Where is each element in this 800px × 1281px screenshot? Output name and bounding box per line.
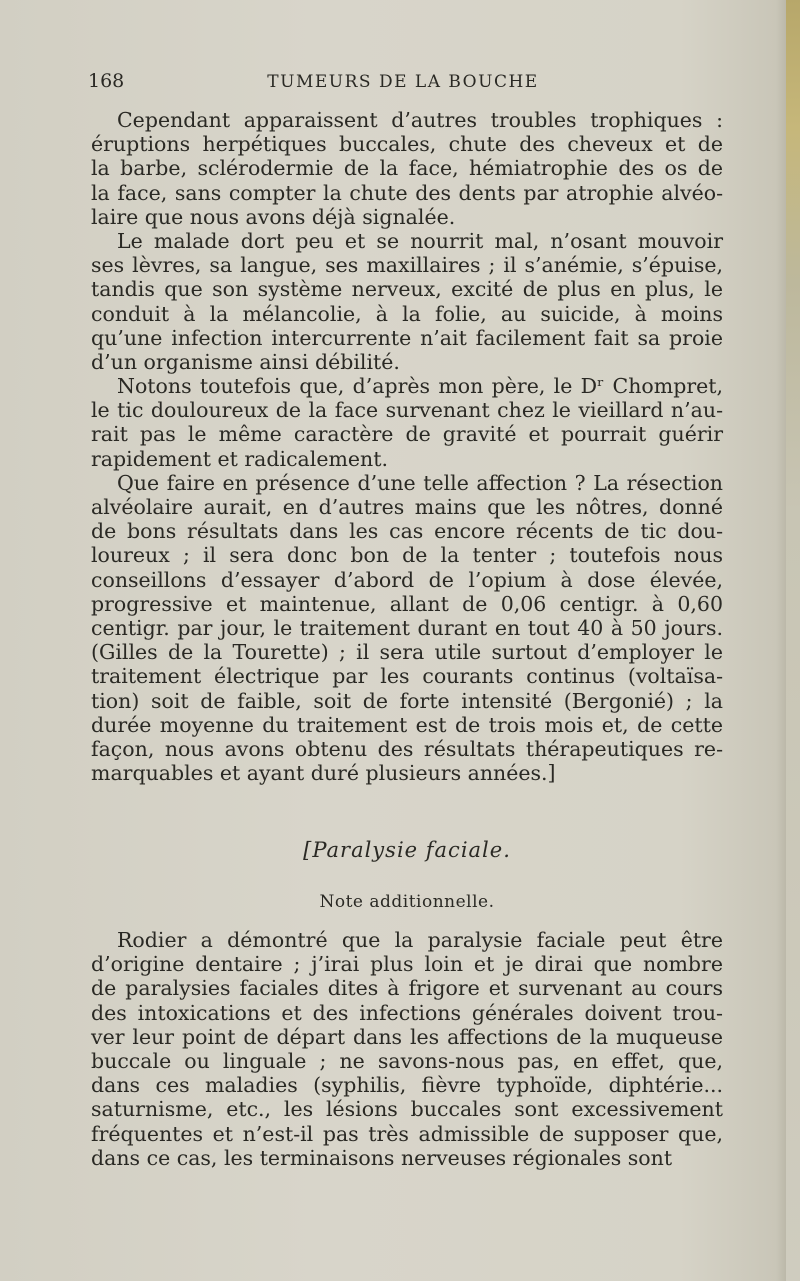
paragraph bbox=[91, 928, 723, 1170]
text-line: Rodier a démontré que la paralysie faciale peut être bbox=[117, 928, 723, 952]
text-line: d’origine dentaire ; j’irai plus loin et je dirai que nombre bbox=[91, 952, 723, 977]
text-line: (Gilles de la Tourette) ; il sera utile surtout d’employer le bbox=[91, 640, 723, 665]
paragraph bbox=[91, 374, 723, 471]
text-line: Le malade dort peu et se nourrit mal, n’osant mouvoir bbox=[117, 228, 723, 253]
text-line: éruptions herpétiques buccales, chute des cheveux et de bbox=[91, 132, 723, 157]
text-line: ses lèvres, sa langue, ses maxillaires ; il s’anémie, s’épuise, bbox=[91, 253, 723, 278]
text-line: d’un organisme ainsi débilité. bbox=[91, 349, 400, 374]
section-title: [Paralysie faciale. bbox=[303, 838, 511, 862]
text-line: façon, nous avons obtenu des résultats thérapeutiques re- bbox=[91, 736, 723, 761]
text-line: Cependant apparaissent d’autres troubles trophiques : bbox=[117, 108, 723, 132]
text-line: fréquentes et n’est-il pas très admissible de supposer que, bbox=[91, 1121, 723, 1146]
text-line: des intoxications et des infections générales doivent trou- bbox=[91, 1000, 723, 1025]
paragraph bbox=[91, 229, 723, 374]
text-line: dans ce cas, les terminaisons nerveuses régionales sont bbox=[91, 1145, 673, 1170]
text-line: rait pas le même caractère de gravité et pourrait guérir bbox=[91, 422, 723, 447]
text-line: conseillons d’essayer d’abord de l’opium à dose élevée, bbox=[91, 567, 723, 592]
text-line: alvéolaire aurait, en d’autres mains que les nôtres, donné bbox=[91, 495, 723, 519]
page-header bbox=[88, 70, 718, 98]
text-line: dans ces maladies (syphilis, fièvre typhoïde, diphtérie... bbox=[91, 1073, 723, 1098]
paragraph bbox=[91, 108, 723, 229]
text-line: saturnisme, etc., les lésions buccales sont excessivement bbox=[91, 1097, 723, 1122]
page-number: 168 bbox=[88, 70, 125, 92]
text-line: tandis que son système nerveux, excité de plus en plus, le bbox=[91, 277, 723, 302]
running-head: TUMEURS DE LA BOUCHE bbox=[267, 72, 539, 92]
text-line: centigr. par jour, le traitement durant en tout 40 à 50 jours. bbox=[91, 615, 723, 640]
text-line: de bons résultats dans les cas encore récents de tic dou- bbox=[91, 519, 723, 544]
text-line: tion) soit de faible, soit de forte intensité (Bergonié) ; la bbox=[91, 688, 723, 713]
text-line: la face, sans compter la chute des dents par atrophie alvéo- bbox=[91, 180, 723, 205]
text-line: le tic douloureux de la face survenant chez le vieillard n’au- bbox=[91, 398, 723, 423]
text-line: conduit à la mélancolie, à la folie, au suicide, à moins bbox=[91, 301, 723, 326]
text-line: marquables et ayant duré plusieurs années.] bbox=[91, 761, 556, 786]
text-line: Notons toutefois que, d’après mon père, le Dʳ Chompret, bbox=[117, 374, 723, 399]
text-line: qu’une infection intercurrente n’ait facilement fait sa proie bbox=[91, 325, 723, 350]
text-line: la barbe, sclérodermie de la face, hémiatrophie des os de bbox=[91, 156, 723, 181]
page-edge bbox=[786, 0, 800, 1281]
text-line: Que faire en présence d’une telle affection ? La résection bbox=[117, 470, 723, 495]
body-text-bottom bbox=[91, 928, 723, 1170]
text-line: durée moyenne du traitement est de trois mois et, de cette bbox=[91, 712, 723, 737]
note-title: Note additionnelle. bbox=[319, 892, 495, 912]
paragraph bbox=[91, 471, 723, 785]
text-line: loureux ; il sera donc bon de la tenter ; toutefois nous bbox=[91, 543, 723, 568]
body-text-top bbox=[91, 108, 723, 785]
text-line: progressive et maintenue, allant de 0,06 centigr. à 0,60 bbox=[91, 591, 723, 616]
text-line: buccale ou linguale ; ne savons-nous pas, en effet, que, bbox=[91, 1048, 723, 1073]
text-line: laire que nous avons déjà signalée. bbox=[91, 204, 456, 229]
text-line: ver leur point de départ dans les affections de la muqueuse bbox=[91, 1024, 723, 1049]
text-line: de paralysies faciales dites à frigore et survenant au cours bbox=[91, 976, 723, 1001]
text-line: rapidement et radicalement. bbox=[91, 446, 388, 471]
text-line: traitement électrique par les courants continus (voltaïsa- bbox=[91, 664, 723, 689]
